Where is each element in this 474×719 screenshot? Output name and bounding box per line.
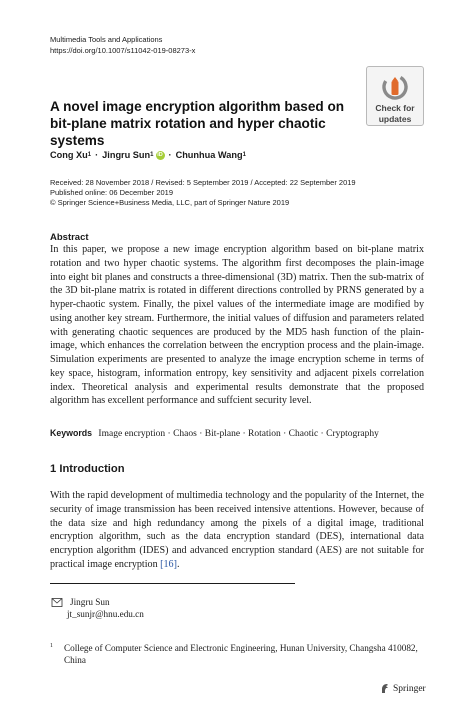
journal-header bbox=[50, 35, 195, 56]
keywords-list: Image encryption · Chaos · Bit-plane · Rotation · Chaotic · Cryptography bbox=[98, 429, 379, 439]
orcid-icon[interactable]: iD bbox=[157, 151, 163, 158]
author-name[interactable]: Chunhua Wang bbox=[175, 150, 243, 160]
author-name[interactable]: Cong Xu bbox=[50, 150, 88, 160]
abstract-text: In this paper, we propose a new image encryption algorithm based on bit-plane matrix rotation and two hyper chaotic systems. The algorithm first decomposes the plain-image into eight bit planes and constructs a three-dimensional (3D) matrix. Then the sub-matrix of the 3D bit-plane matrix is rotated in different directions controlled by PRNS generated by a hyper-chaotic system. Finally, the pixel values of the intermediate image are modified by using another key stream. Furthermore, the initial values of diffusion and parameters related with generating chaotic sequences are produced by the MD5 hash function of the plain-image, which enhances the correlation between the encryption process and the plain-image. Simulation experiments are presented to analyze the image encryption scheme in terms of key space, histogram, information entropy, key sensitivity and adjacent pixels correlation index. Theoretical analysis and experimental results demonstrate that the proposed algorithm has excellent performance and suffcient security level. bbox=[50, 244, 424, 407]
citation-link[interactable]: [16] bbox=[160, 558, 177, 570]
abstract-heading: Abstract bbox=[50, 232, 89, 243]
springer-logo bbox=[380, 683, 426, 694]
received-dates: Received: 28 November 2018 / Revised: 5 September 2019 / Accepted: 22 September 2019 bbox=[50, 178, 356, 187]
updates-label: updates bbox=[378, 114, 412, 124]
keywords-heading: Keywords bbox=[50, 428, 93, 438]
published-date: Published online: 06 December 2019 bbox=[50, 188, 173, 197]
paper-title: A novel image encryption algorithm based on bit-plane matrix rotation and hyper chaotic systems bbox=[50, 99, 345, 148]
keywords bbox=[50, 428, 424, 439]
affiliation bbox=[50, 642, 424, 666]
doi-link[interactable]: https://doi.org/10.1007/s11042-019-08273-x bbox=[50, 45, 196, 55]
springer-horse-icon bbox=[380, 683, 390, 694]
affiliation-number: 1 bbox=[50, 643, 53, 649]
publication-dates bbox=[50, 178, 356, 208]
intro-text-end: . bbox=[176, 558, 180, 570]
envelope-icon bbox=[50, 598, 64, 607]
correspondence bbox=[50, 596, 144, 620]
check-for-updates-badge[interactable] bbox=[366, 66, 424, 126]
author-separator: · bbox=[95, 150, 99, 160]
author-list: Cong Xu 1 · Jingru Sun 1 iD · Chunhua Wang 1 bbox=[50, 150, 246, 160]
correspondent-name: Jingru Sun bbox=[70, 597, 110, 607]
author-separator: · bbox=[168, 150, 172, 160]
journal-name: Multimedia Tools and Applications bbox=[50, 35, 163, 44]
affiliation-text: College of Computer Science and Electronic Engineering, Hunan University, Changsha 410082, China bbox=[64, 643, 418, 665]
publisher-name: Springer bbox=[393, 683, 426, 694]
footnote-divider bbox=[50, 583, 295, 584]
section-heading: 1 Introduction bbox=[50, 463, 125, 475]
intro-text: With the rapid development of multimedia technology and the popularity of the Internet, the security of image transmission has been received intensive attentions. However, because of the data size and high redundancy among the pixels of a digital image, traditional encryption algorithm, such as the data encryption standard (DES), international data encryption algorithm (IDES) and advanced encryption standard (AES) are not suitable for practical image encryption bbox=[50, 490, 424, 570]
intro-paragraph bbox=[50, 489, 424, 572]
check-for-label: Check for bbox=[375, 103, 415, 113]
copyright-line: © Springer Science+Business Media, LLC, part of Springer Nature 2019 bbox=[50, 198, 290, 207]
author-name[interactable]: Jingru Sun bbox=[102, 150, 151, 160]
correspondent-email[interactable]: jt_sunjr@hnu.edu.cn bbox=[67, 609, 144, 619]
check-updates-icon bbox=[380, 72, 410, 102]
